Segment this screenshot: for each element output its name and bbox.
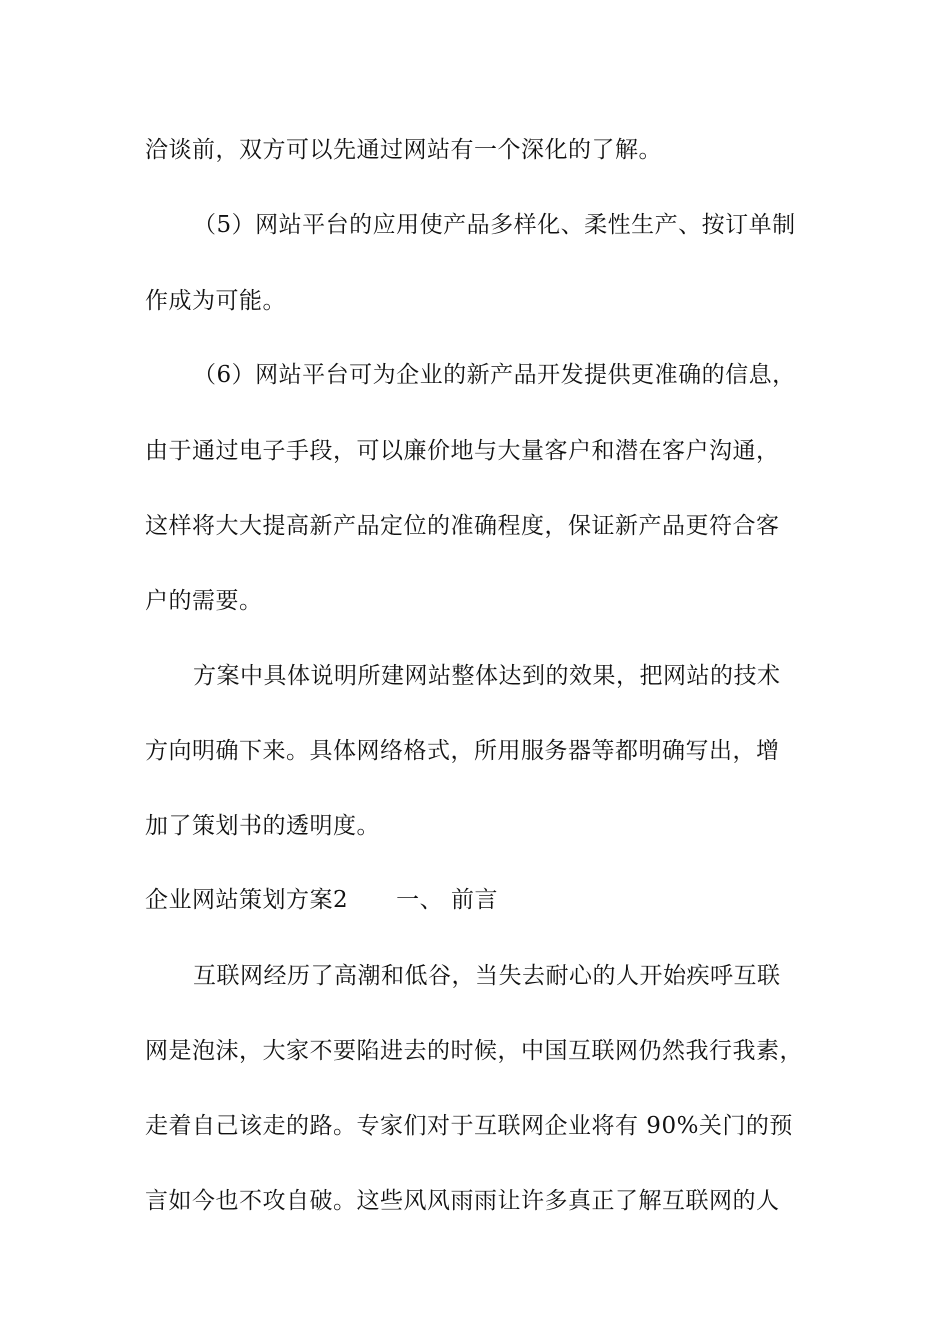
text-line: 互联网经历了高潮和低谷，当失去耐心的人开始疾呼互联 (193, 963, 781, 989)
text-line: 网是泡沫，大家不要陷进去的时候，中国互联网仍然我行我素， (145, 1038, 803, 1064)
text-line: 加了策划书的透明度。 (145, 813, 380, 839)
document-title: 企业网站策划方案2 (145, 887, 349, 913)
text-line: 作成为可能。 (145, 288, 286, 314)
text-line: 户的需要。 (145, 588, 263, 614)
text-line: 走着自己该走的路。专家们对于互联网企业将有 90%关门的预 (145, 1113, 793, 1139)
text-line: （5）网站平台的应用使产品多样化、柔性生产、按订单制 (193, 212, 796, 238)
text-line: 方向明确下来。具体网络格式，所用服务器等都明确写出，增 (145, 738, 780, 764)
section-title: 一、 前言 (396, 887, 498, 913)
text-line: 由于通过电子手段，可以廉价地与大量客户和潜在客户沟通， (145, 438, 780, 464)
text-line: 方案中具体说明所建网站整体达到的效果，把网站的技术 (193, 663, 781, 689)
text-line: 洽谈前，双方可以先通过网站有一个深化的了解。 (145, 137, 662, 163)
section-heading (145, 884, 825, 916)
text-line: 言如今也不攻自破。这些风风雨雨让许多真正了解互联网的人 (145, 1188, 780, 1214)
text-line: 这样将大大提高新产品定位的准确程度，保证新产品更符合客 (145, 513, 780, 539)
text-line: （6）网站平台可为企业的新产品开发提供更准确的信息， (193, 362, 796, 388)
